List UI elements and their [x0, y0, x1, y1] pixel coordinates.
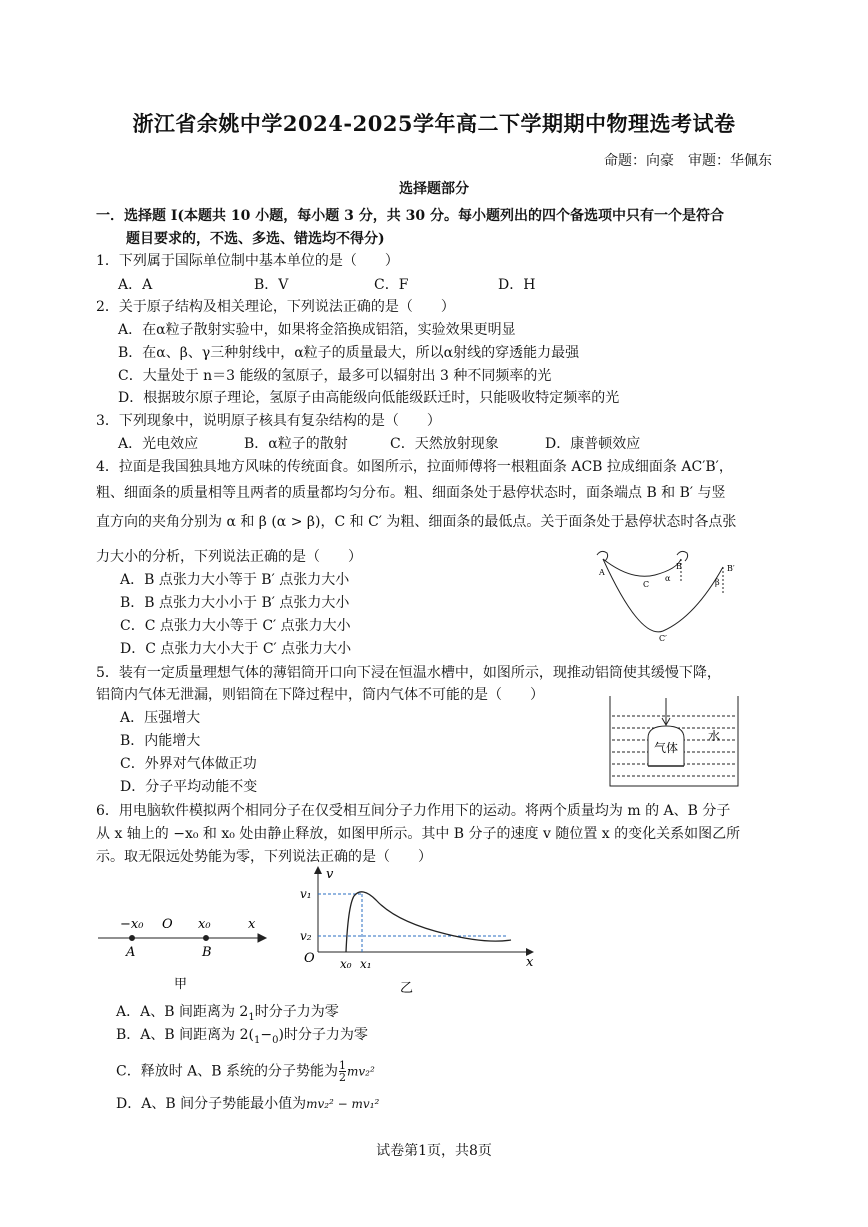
q4-line-1: 4．拉面是我国独具地方风味的传统面食。如图所示，拉面师傅将一根粗面条 ACB 拉成细面条 AC′B′，: [96, 459, 733, 475]
q2-stem: 2．关于原子结构及相关理论，下列说法正确的是（ ）: [96, 299, 455, 315]
q3-option-a: A．光电效应: [118, 436, 199, 452]
q6-yi-x1: x₁: [360, 957, 372, 971]
q6-jia-a: A: [126, 945, 136, 960]
q6-jia-caption: 甲: [174, 977, 188, 990]
q6-jia-b: B: [202, 945, 212, 960]
q6-option-d: [116, 1095, 379, 1113]
q4-fig-label-a: A: [599, 568, 605, 577]
instructions-line-2: 题目要求的，不选、多选、错选均不得分): [126, 231, 385, 247]
q4-noodle-figure: [585, 545, 745, 645]
q6-option-a-post: 时分子力为零: [254, 1004, 339, 1020]
q4-line-4: 力大小的分析，下列说法正确的是（ ）: [96, 549, 362, 565]
q4-line-3: 直方向的夹角分别为 α 和 β (α > β)，C 和 C′ 为粗、细面条的最低点。关于面条处于悬停状态时各点张: [96, 514, 737, 530]
q1-option-a: A．A: [118, 277, 153, 293]
q6-yi-x: x: [526, 955, 534, 970]
q3-option-d: D．康普顿效应: [545, 436, 641, 452]
page-footer: 试卷第1页，共8页: [376, 1143, 492, 1159]
q4-fig-label-b: B: [676, 562, 682, 571]
q6-option-b: B．A、B 间距离为 $2(_1-_0)$时分子力为零: [116, 1027, 368, 1046]
q4-fig-label-beta: β: [715, 578, 720, 587]
q6-option-b-mid: −: [260, 1027, 273, 1043]
q4-line-2: 粗、细面条的质量相等且两者的质量都均匀分布。粗、细面条处于悬停状态时，面条端点 B 和 B′ 与竖: [96, 485, 726, 501]
q1-option-d: D．H: [498, 277, 536, 293]
q2-option-a: A．在α粒子散射实验中，如果将金箔换成铝箔，实验效果更明显: [118, 322, 516, 338]
q1-option-b: B．V: [254, 277, 289, 293]
q5-line-1: 5．装有一定质量理想气体的薄铝筒开口向下浸在恒温水槽中，如图所示，现推动铝筒使其缓慢下降，: [96, 665, 721, 681]
q4-fig-label-c: C: [643, 580, 650, 589]
q6-option-b-pre: B．A、B 间距离为 2(: [116, 1027, 254, 1043]
q6-line-2: 从 x 轴上的 −x₀ 和 x₀ 处由静止释放，如图甲所示。其中 B 分子的速度 v 随位置 x 的变化关系如图乙所: [96, 826, 741, 842]
q6-option-b-post: )时分子力为零: [278, 1027, 368, 1043]
q6-option-c: [116, 1060, 375, 1083]
q6-figure-yi: [296, 866, 540, 996]
q3-option-b: B．α粒子的散射: [244, 436, 348, 452]
q3-stem: 3．下列现象中，说明原子核具有复杂结构的是（ ）: [96, 413, 441, 429]
q6-jia-x0: x₀: [198, 917, 211, 932]
q5-option-a: A．压强增大: [120, 710, 201, 726]
section-heading: 选择题部分: [399, 181, 469, 197]
q6-option-a-pre: A．A、B 间距离为 2: [116, 1004, 249, 1020]
q6-option-c-frac-num: 1: [339, 1059, 347, 1072]
q6-jia-x: x: [248, 917, 256, 932]
q6-option-a: A．A、B 间距离为 $2_1$时分子力为零: [116, 1004, 339, 1023]
q6-option-c-expr: mv₂²: [347, 1064, 375, 1079]
q6-yi-v1: v₁: [300, 887, 312, 901]
q5-line-2: 铝筒内气体无泄漏，则铝筒在下降过程中，筒内气体不可能的是（ ）: [96, 687, 544, 703]
q2-option-d: D．根据玻尔原子理论，氢原子由高能级向低能级跃迁时，只能吸收特定频率的光: [118, 390, 620, 406]
q6-yi-x0: x₀: [340, 957, 352, 971]
q3-option-c: C．天然放射现象: [390, 436, 499, 452]
q6-option-c-frac-den: 2: [339, 1071, 347, 1084]
q5-fig-label-water: 水: [708, 729, 721, 743]
q5-option-b: B．内能增大: [120, 733, 201, 749]
q4-option-d: D．C 点张力大小大于 C′ 点张力大小: [120, 641, 352, 657]
q6-option-c-pre: C．释放时 A、B 系统的分子势能为: [116, 1063, 339, 1080]
q6-line-1: 6．用电脑软件模拟两个相同分子在仅受相互间分子力作用下的运动。将两个质量均为 m 的 A、B 分子: [96, 803, 731, 819]
q2-option-c: C．大量处于 n＝3 能级的氢原子，最多可以辐射出 3 种不同频率的光: [118, 368, 552, 384]
q6-option-d-expr: mv₂² − mv₁²: [306, 1097, 380, 1111]
q6-line-3: 示。取无限远处势能为零，下列说法正确的是（ ）: [96, 849, 432, 865]
q4-fig-label-cprime: C′: [659, 634, 667, 643]
q6-yi-origin: O: [304, 951, 315, 966]
page-title: 浙江省余姚中学2024-2025学年高二下学期期中物理选考试卷: [132, 111, 736, 136]
q4-fig-label-alpha: α: [665, 574, 671, 583]
q2-option-b: B．在α、β、γ三种射线中，α粒子的质量最大，所以α射线的穿透能力最强: [118, 345, 580, 361]
q6-yi-v2: v₂: [300, 929, 312, 943]
q6-yi-caption: 乙: [400, 981, 414, 996]
instructions-line-1: 一．选择题 I(本题共 10 小题，每小题 3 分，共 30 分。每小题列出的四个备选项中只有一个是符合: [96, 208, 724, 224]
q4-option-b: B．B 点张力大小小于 B′ 点张力大小: [120, 595, 350, 611]
q6-yi-v: v: [326, 867, 334, 882]
q6-option-d-pre: D．A、B 间分子势能最小值为: [116, 1096, 307, 1112]
q4-option-a: A．B 点张力大小等于 B′ 点张力大小: [120, 572, 350, 588]
q4-option-c: C．C 点张力大小等于 C′ 点张力大小: [120, 618, 351, 634]
q6-jia-neg-x0: −x₀: [120, 917, 144, 932]
q4-fig-label-bprime: B′: [727, 564, 735, 573]
q6-figure-jia: [96, 910, 276, 990]
q1-option-c: C．F: [374, 277, 409, 293]
q6-jia-origin: O: [162, 917, 173, 932]
q5-tank-figure: [608, 694, 742, 788]
authors-line: 命题：向豪 审题：华佩东: [604, 153, 772, 169]
q5-option-d: D．分子平均动能不变: [120, 779, 258, 795]
q5-fig-label-gas: 气体: [654, 741, 679, 755]
q5-option-c: C．外界对气体做正功: [120, 756, 257, 772]
q1-stem: 1．下列属于国际单位制中基本单位的是（ ）: [96, 253, 399, 269]
